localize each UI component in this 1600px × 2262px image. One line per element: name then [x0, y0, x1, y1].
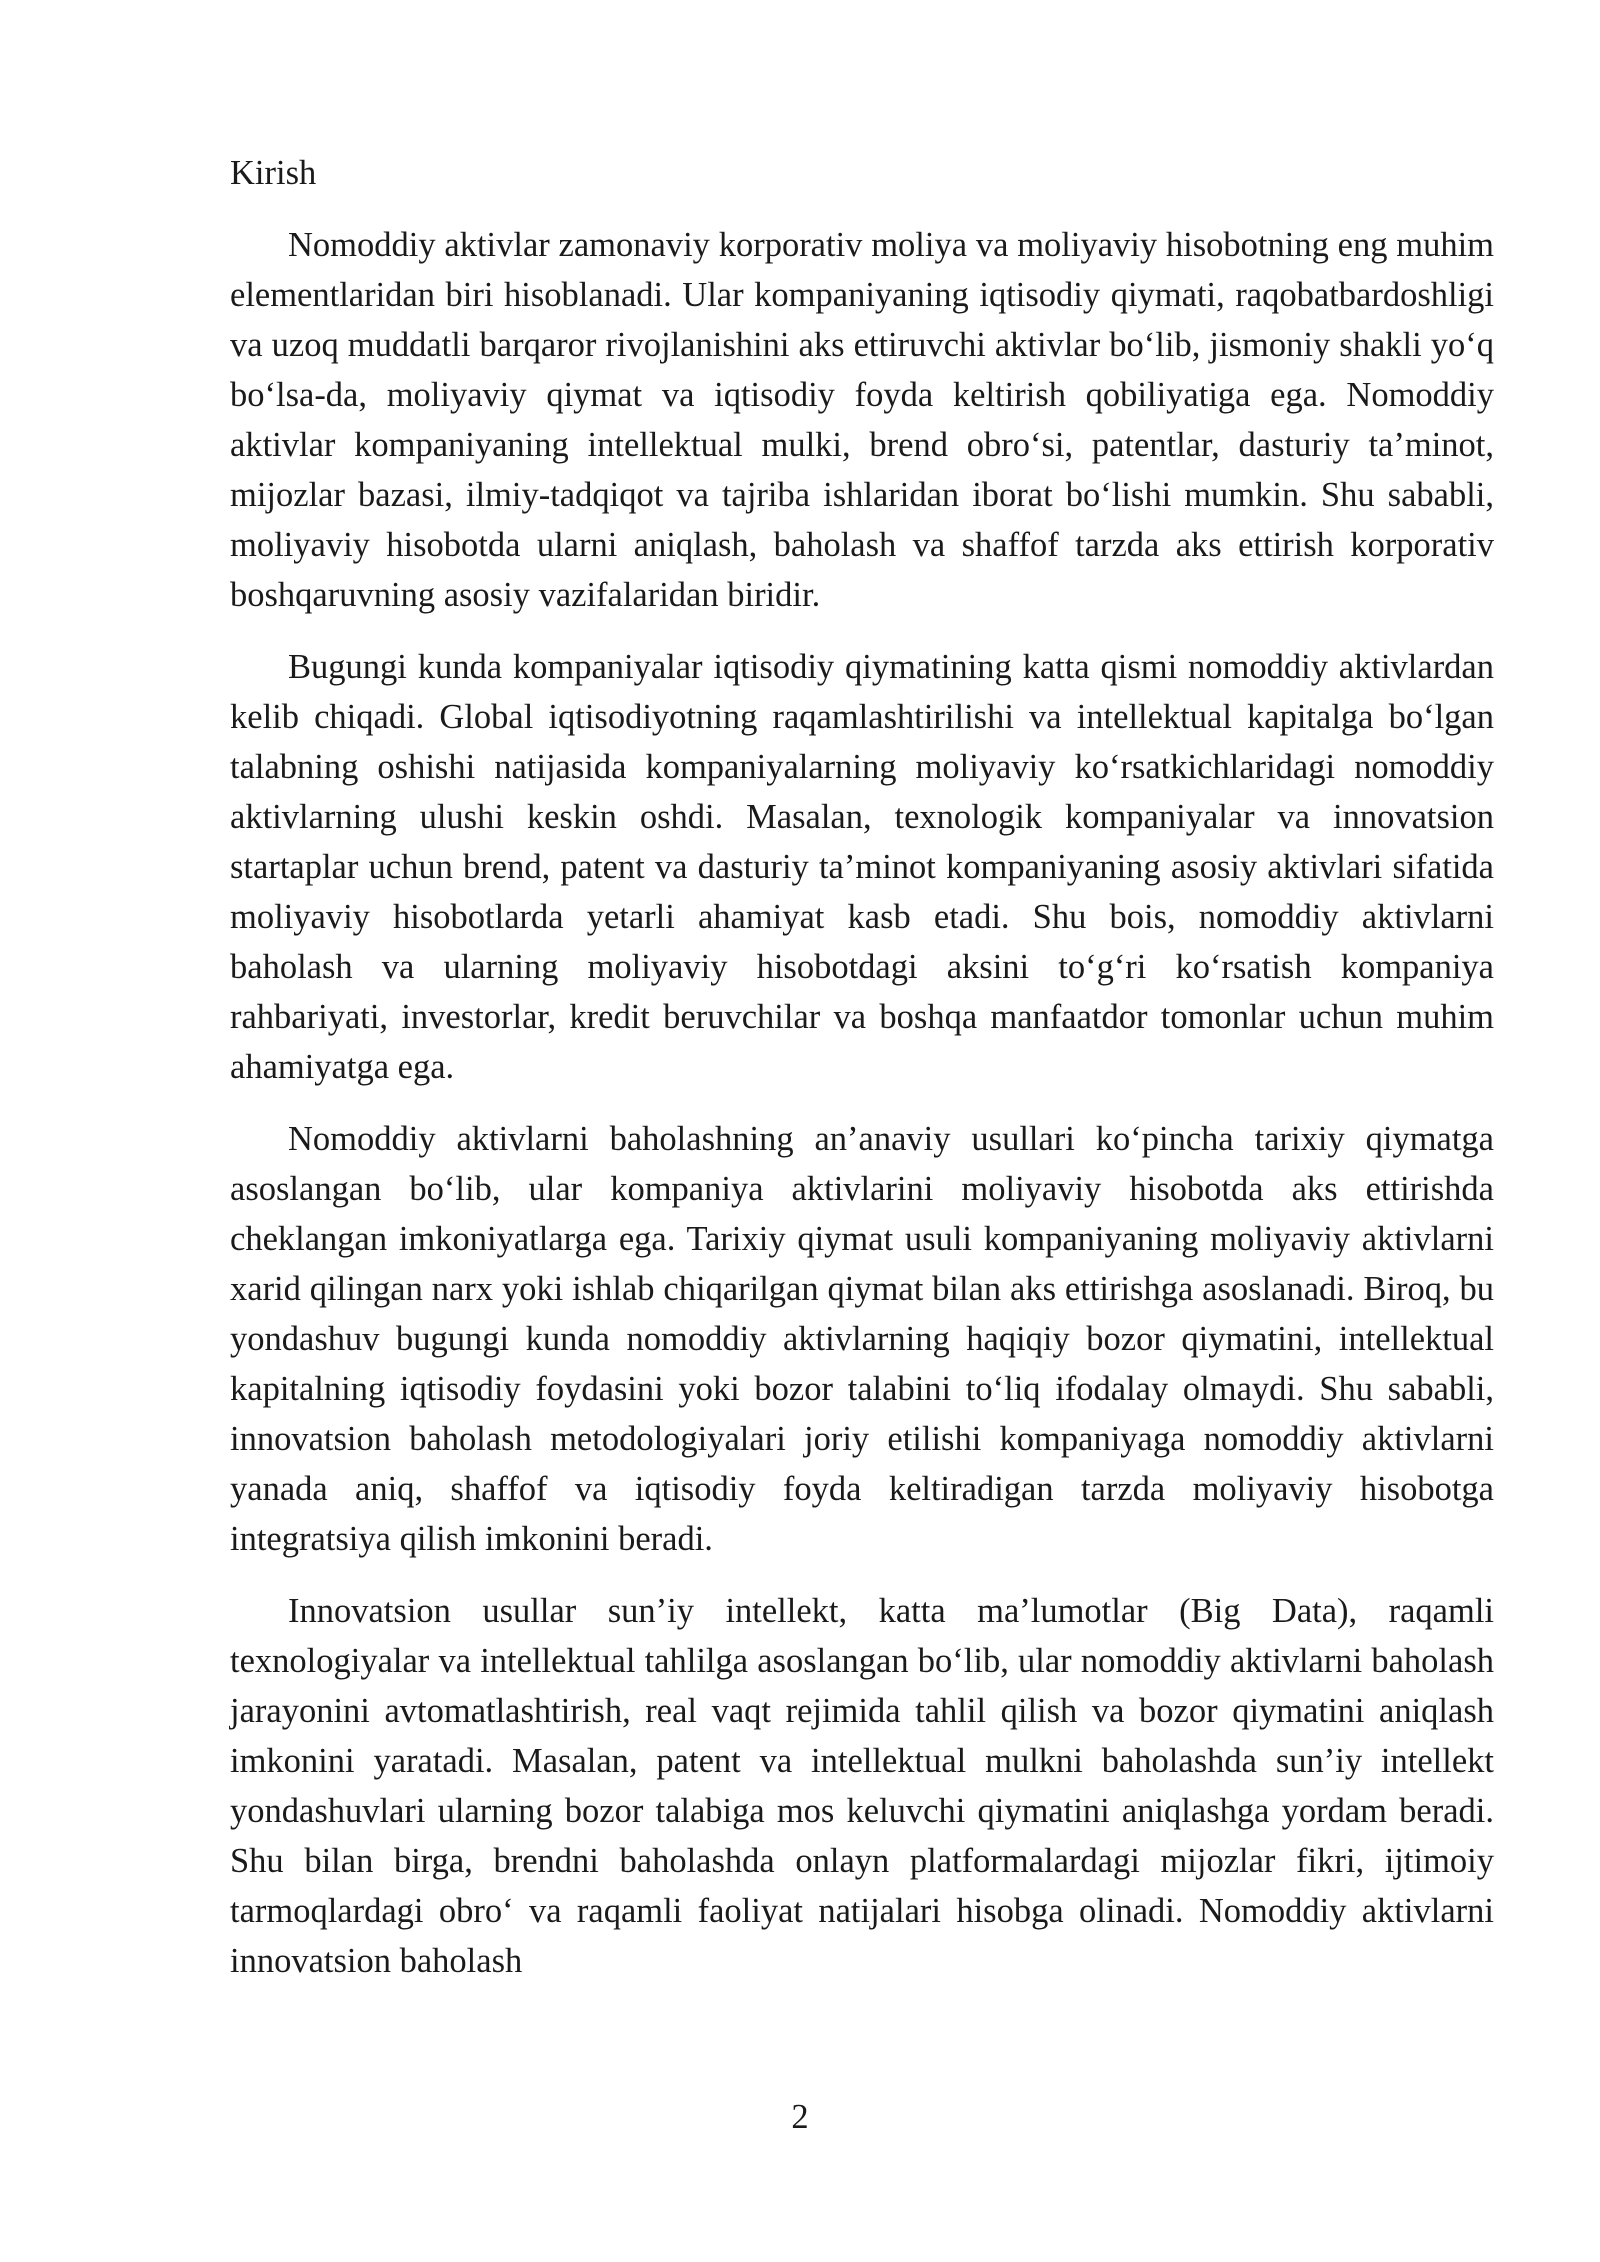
page-content: [230, 148, 1494, 2008]
paragraph-4: Innovatsion usullar sun’iy intellekt, katta ma’lumotlar (Big Data), raqamli texnologiyalar va intellektual tahlilga asoslangan bo‘lib, ular nomoddiy aktivlarni baholash jarayonini avtomatlashtirish, real vaqt rejimida tahlil qilish va bozor qiymatini aniqlash imkonini yaratadi. Masalan, patent va intellektual mulkni baholashda sun’iy intellekt yondashuvlari ularning bozor talabiga mos keluvchi qiymatini aniqlashga yordam beradi. Shu bilan birga, brendni baholashda onlayn platformalardagi mijozlar fikri, ijtimoiy tarmoqlardagi obro‘ va raqamli faoliyat natijalari hisobga olinadi. Nomoddiy aktivlarni innovatsion baholash: [230, 1592, 1494, 1980]
paragraph-2: Bugungi kunda kompaniyalar iqtisodiy qiymatining katta qismi nomoddiy aktivlardan kelib chiqadi. Global iqtisodiyotning raqamlashtirilishi va intellektual kapitalga bo‘lgan talabning oshishi natijasida kompaniyalarning moliyaviy ko‘rsatkichlaridagi nomoddiy aktivlarning ulushi keskin oshdi. Masalan, texnologik kompaniyalar va innovatsion startaplar uchun brend, patent va dasturiy ta’minot kompaniyaning asosiy aktivlari sifatida moliyaviy hisobotlarda yetarli ahamiyat kasb etadi. Shu bois, nomoddiy aktivlarni baholash va ularning moliyaviy hisobotdagi aksini to‘g‘ri ko‘rsatish kompaniya rahbariyati, investorlar, kredit beruvchilar va boshqa manfaatdor tomonlar uchun muhim ahamiyatga ega.: [230, 648, 1494, 1086]
section-heading: Kirish: [230, 154, 317, 192]
paragraph-1: Nomoddiy aktivlar zamonaviy korporativ moliya va moliyaviy hisobotning eng muhim elementlaridan biri hisoblanadi. Ular kompaniyaning iqtisodiy qiymati, raqobatbardoshligi va uzoq muddatli barqaror rivojlanishini aks ettiruvchi aktivlar bo‘lib, jismoniy shakli yo‘q bo‘lsa-da, moliyaviy qiymat va iqtisodiy foyda keltirish qobiliyatiga ega. Nomoddiy aktivlar kompaniyaning intellektual mulki, brend obro‘si, patentlar, dasturiy ta’minot, mijozlar bazasi, ilmiy-tadqiqot va tajriba ishlaridan iborat bo‘lishi mumkin. Shu sababli, moliyaviy hisobotda ularni aniqlash, baholash va shaffof tarzda aks ettirish korporativ boshqaruvning asosiy vazifalaridan biridir.: [230, 226, 1494, 614]
page-number: 2: [791, 2098, 809, 2136]
paragraph-3: Nomoddiy aktivlarni baholashning an’anaviy usullari ko‘pincha tarixiy qiymatga asoslangan bo‘lib, ular kompaniya aktivlarini moliyaviy hisobotda aks ettirishda cheklangan imkoniyatlarga ega. Tarixiy qiymat usuli kompaniyaning moliyaviy aktivlarni xarid qilingan narx yoki ishlab chiqarilgan qiymat bilan aks ettirishga asoslanadi. Biroq, bu yondashuv bugungi kunda nomoddiy aktivlarning haqiqiy bozor qiymatini, intellektual kapitalning iqtisodiy foydasini yoki bozor talabini to‘liq ifodalay olmaydi. Shu sababli, innovatsion baholash metodologiyalari joriy etilishi kompaniyaga nomoddiy aktivlarni yanada aniq, shaffof va iqtisodiy foyda keltiradigan tarzda moliyaviy hisobotga integratsiya qilish imkonini beradi.: [230, 1120, 1494, 1558]
